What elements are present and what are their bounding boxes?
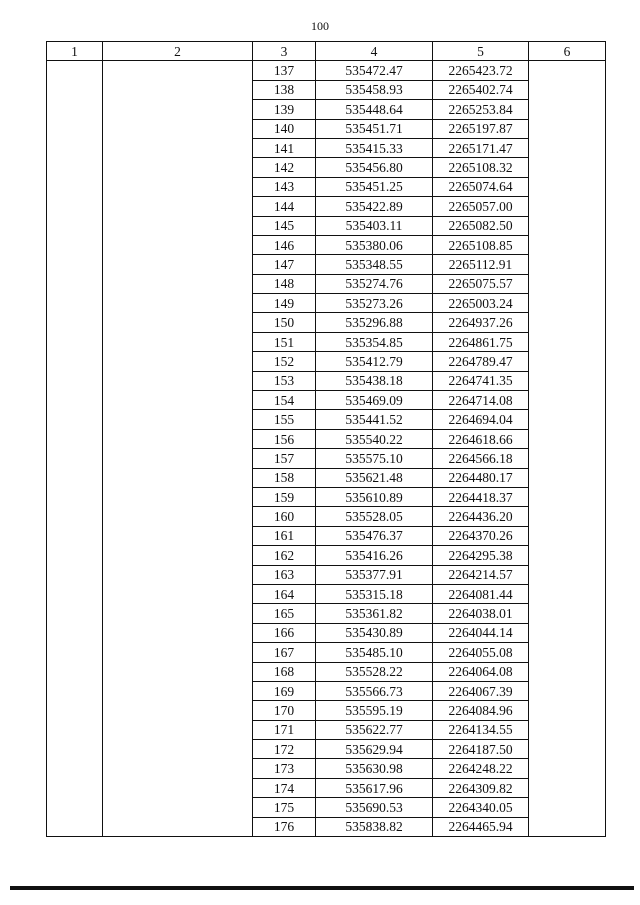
y-coordinate-cell: 2264436.20 — [433, 507, 529, 526]
point-number-cell: 142 — [253, 158, 316, 177]
x-coordinate-cell: 535315.18 — [316, 584, 433, 603]
point-number-cell: 143 — [253, 177, 316, 196]
y-coordinate-cell: 2264295.38 — [433, 546, 529, 565]
point-number-cell: 150 — [253, 313, 316, 332]
x-coordinate-cell: 535438.18 — [316, 371, 433, 390]
y-coordinate-cell: 2264340.05 — [433, 798, 529, 817]
y-coordinate-cell: 2264044.14 — [433, 623, 529, 642]
x-coordinate-cell: 535415.33 — [316, 138, 433, 157]
x-coordinate-cell: 535595.19 — [316, 701, 433, 720]
x-coordinate-cell: 535274.76 — [316, 274, 433, 293]
point-number-cell: 140 — [253, 119, 316, 138]
point-number-cell: 175 — [253, 798, 316, 817]
y-coordinate-cell: 2264055.08 — [433, 643, 529, 662]
x-coordinate-cell: 535412.79 — [316, 352, 433, 371]
point-number-cell: 161 — [253, 526, 316, 545]
y-coordinate-cell: 2265423.72 — [433, 61, 529, 80]
y-coordinate-cell: 2265082.50 — [433, 216, 529, 235]
point-number-cell: 171 — [253, 720, 316, 739]
y-coordinate-cell: 2264084.96 — [433, 701, 529, 720]
y-coordinate-cell: 2265108.32 — [433, 158, 529, 177]
x-coordinate-cell: 535617.96 — [316, 778, 433, 797]
point-number-cell: 173 — [253, 759, 316, 778]
x-coordinate-cell: 535629.94 — [316, 740, 433, 759]
x-coordinate-cell: 535448.64 — [316, 100, 433, 119]
y-coordinate-cell: 2265074.64 — [433, 177, 529, 196]
column-header: 4 — [316, 42, 433, 61]
y-coordinate-cell: 2265197.87 — [433, 119, 529, 138]
point-number-cell: 151 — [253, 332, 316, 351]
y-coordinate-cell: 2264081.44 — [433, 584, 529, 603]
point-number-cell: 158 — [253, 468, 316, 487]
coordinates-table — [46, 41, 606, 837]
y-coordinate-cell: 2265108.85 — [433, 235, 529, 254]
y-coordinate-cell: 2264418.37 — [433, 487, 529, 506]
x-coordinate-cell: 535430.89 — [316, 623, 433, 642]
x-coordinate-cell: 535838.82 — [316, 817, 433, 836]
y-coordinate-cell: 2264618.66 — [433, 429, 529, 448]
x-coordinate-cell: 535622.77 — [316, 720, 433, 739]
y-coordinate-cell: 2264465.94 — [433, 817, 529, 836]
x-coordinate-cell: 535441.52 — [316, 410, 433, 429]
y-coordinate-cell: 2265253.84 — [433, 100, 529, 119]
point-number-cell: 172 — [253, 740, 316, 759]
x-coordinate-cell: 535540.22 — [316, 429, 433, 448]
x-coordinate-cell: 535476.37 — [316, 526, 433, 545]
x-coordinate-cell: 535377.91 — [316, 565, 433, 584]
y-coordinate-cell: 2264714.08 — [433, 391, 529, 410]
point-number-cell: 170 — [253, 701, 316, 720]
x-coordinate-cell: 535690.53 — [316, 798, 433, 817]
y-coordinate-cell: 2264067.39 — [433, 681, 529, 700]
y-coordinate-cell: 2264566.18 — [433, 449, 529, 468]
point-number-cell: 154 — [253, 391, 316, 410]
x-coordinate-cell: 535469.09 — [316, 391, 433, 410]
column-header: 1 — [47, 42, 103, 61]
x-coordinate-cell: 535456.80 — [316, 158, 433, 177]
x-coordinate-cell: 535630.98 — [316, 759, 433, 778]
x-coordinate-cell: 535348.55 — [316, 255, 433, 274]
point-number-cell: 163 — [253, 565, 316, 584]
y-coordinate-cell: 2265003.24 — [433, 294, 529, 313]
point-number-cell: 152 — [253, 352, 316, 371]
column-header: 6 — [529, 42, 606, 61]
point-number-cell: 138 — [253, 80, 316, 99]
y-coordinate-cell: 2264480.17 — [433, 468, 529, 487]
y-coordinate-cell: 2264134.55 — [433, 720, 529, 739]
page-number: 100 — [311, 19, 329, 33]
column-header: 2 — [103, 42, 253, 61]
y-coordinate-cell: 2264370.26 — [433, 526, 529, 545]
y-coordinate-cell: 2264214.57 — [433, 565, 529, 584]
point-number-cell: 166 — [253, 623, 316, 642]
table-row — [47, 61, 606, 80]
point-number-cell: 160 — [253, 507, 316, 526]
table-header-row — [47, 42, 606, 61]
x-coordinate-cell: 535422.89 — [316, 197, 433, 216]
y-coordinate-cell: 2264694.04 — [433, 410, 529, 429]
point-number-cell: 169 — [253, 681, 316, 700]
x-coordinate-cell: 535528.22 — [316, 662, 433, 681]
x-coordinate-cell: 535451.71 — [316, 119, 433, 138]
point-number-cell: 137 — [253, 61, 316, 80]
y-coordinate-cell: 2265112.91 — [433, 255, 529, 274]
x-coordinate-cell: 535485.10 — [316, 643, 433, 662]
point-number-cell: 165 — [253, 604, 316, 623]
x-coordinate-cell: 535451.25 — [316, 177, 433, 196]
y-coordinate-cell: 2264741.35 — [433, 371, 529, 390]
y-coordinate-cell: 2264248.22 — [433, 759, 529, 778]
column-header: 3 — [253, 42, 316, 61]
y-coordinate-cell: 2265057.00 — [433, 197, 529, 216]
x-coordinate-cell: 535472.47 — [316, 61, 433, 80]
x-coordinate-cell: 535380.06 — [316, 235, 433, 254]
point-number-cell: 155 — [253, 410, 316, 429]
y-coordinate-cell: 2264861.75 — [433, 332, 529, 351]
x-coordinate-cell: 535273.26 — [316, 294, 433, 313]
point-number-cell: 141 — [253, 138, 316, 157]
y-coordinate-cell: 2264937.26 — [433, 313, 529, 332]
column-2-cell — [103, 61, 253, 837]
x-coordinate-cell: 535416.26 — [316, 546, 433, 565]
point-number-cell: 148 — [253, 274, 316, 293]
point-number-cell: 164 — [253, 584, 316, 603]
bottom-rule — [10, 886, 634, 890]
x-coordinate-cell: 535458.93 — [316, 80, 433, 99]
y-coordinate-cell: 2264789.47 — [433, 352, 529, 371]
point-number-cell: 156 — [253, 429, 316, 448]
point-number-cell: 176 — [253, 817, 316, 836]
x-coordinate-cell: 535610.89 — [316, 487, 433, 506]
column-header: 5 — [433, 42, 529, 61]
point-number-cell: 144 — [253, 197, 316, 216]
x-coordinate-cell: 535354.85 — [316, 332, 433, 351]
y-coordinate-cell: 2265075.57 — [433, 274, 529, 293]
y-coordinate-cell: 2264309.82 — [433, 778, 529, 797]
x-coordinate-cell: 535296.88 — [316, 313, 433, 332]
table-body — [47, 61, 606, 837]
x-coordinate-cell: 535528.05 — [316, 507, 433, 526]
y-coordinate-cell: 2264038.01 — [433, 604, 529, 623]
column-1-cell — [47, 61, 103, 837]
x-coordinate-cell: 535361.82 — [316, 604, 433, 623]
y-coordinate-cell: 2265171.47 — [433, 138, 529, 157]
point-number-cell: 168 — [253, 662, 316, 681]
column-6-cell — [529, 61, 606, 837]
point-number-cell: 149 — [253, 294, 316, 313]
x-coordinate-cell: 535566.73 — [316, 681, 433, 700]
x-coordinate-cell: 535621.48 — [316, 468, 433, 487]
point-number-cell: 139 — [253, 100, 316, 119]
point-number-cell: 159 — [253, 487, 316, 506]
point-number-cell: 147 — [253, 255, 316, 274]
point-number-cell: 162 — [253, 546, 316, 565]
x-coordinate-cell: 535403.11 — [316, 216, 433, 235]
point-number-cell: 153 — [253, 371, 316, 390]
x-coordinate-cell: 535575.10 — [316, 449, 433, 468]
point-number-cell: 174 — [253, 778, 316, 797]
y-coordinate-cell: 2264064.08 — [433, 662, 529, 681]
point-number-cell: 157 — [253, 449, 316, 468]
y-coordinate-cell: 2265402.74 — [433, 80, 529, 99]
point-number-cell: 146 — [253, 235, 316, 254]
point-number-cell: 167 — [253, 643, 316, 662]
y-coordinate-cell: 2264187.50 — [433, 740, 529, 759]
point-number-cell: 145 — [253, 216, 316, 235]
